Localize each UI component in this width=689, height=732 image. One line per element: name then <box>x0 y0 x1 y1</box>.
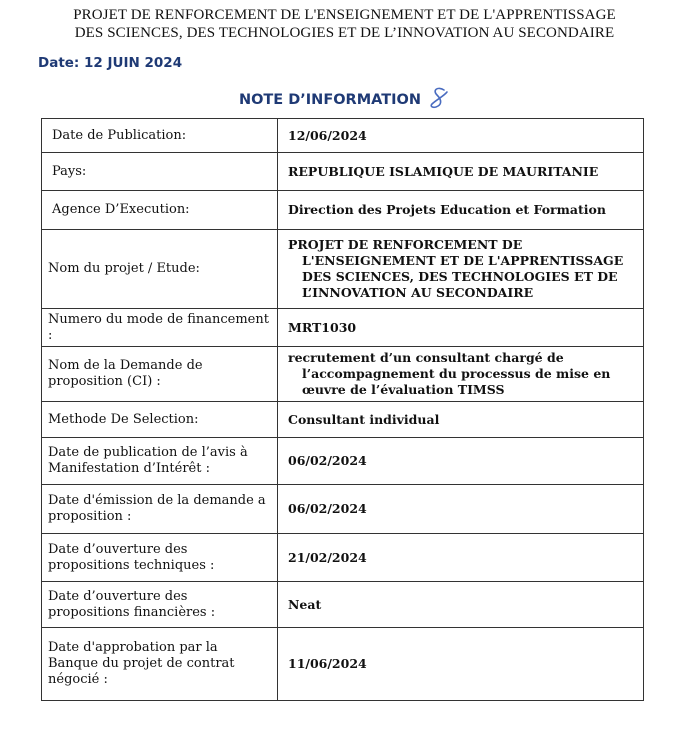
row-label-methode-selection: Methode De Selection: <box>42 402 278 438</box>
information-table <box>41 118 644 701</box>
table-row <box>42 230 644 309</box>
row-label-demande-proposition: Nom de la Demande de proposition (CI) : <box>42 347 278 402</box>
table-row <box>42 628 644 701</box>
row-label-date-approbation: Date d'approbation par la Banque du projet de contrat négocié : <box>42 628 278 701</box>
row-value-date-manifestation: 06/02/2024 <box>278 438 644 485</box>
table-row <box>42 119 644 153</box>
table-row <box>42 534 644 582</box>
row-value-agence: Direction des Projets Education et Formation <box>278 191 644 230</box>
row-value-nom-projet: PROJET DE RENFORCEMENT DE L'ENSEIGNEMENT ET DE L'APPRENTISSAGE DES SCIENCES, DES TECHNOLOGIES ET DE L’INNOVATION AU SECONDAIRE <box>278 230 644 309</box>
table-row <box>42 438 644 485</box>
table-row <box>42 153 644 191</box>
document-header <box>0 6 689 42</box>
row-value-ouverture-financieres: Neat <box>278 582 644 628</box>
row-value-date-emission: 06/02/2024 <box>278 485 644 534</box>
row-label-agence: Agence D’Execution: <box>42 191 278 230</box>
table-row <box>42 402 644 438</box>
row-label-pays: Pays: <box>42 153 278 191</box>
row-value-demande-proposition: recrutement d’un consultant chargé de l’accompagnement du processus de mise en œuvre de l’évaluation TIMSS <box>278 347 644 402</box>
table-row <box>42 582 644 628</box>
table-row <box>42 485 644 534</box>
row-value-date-publication: 12/06/2024 <box>278 119 644 153</box>
header-line-2: DES SCIENCES, DES TECHNOLOGIES ET DE L’INNOVATION AU SECONDAIRE <box>74 25 615 41</box>
row-value-mode-financement: MRT1030 <box>278 309 644 347</box>
row-label-ouverture-financieres: Date d’ouverture des propositions financières : <box>42 582 278 628</box>
row-value-date-approbation: 11/06/2024 <box>278 628 644 701</box>
table-row <box>42 309 644 347</box>
row-label-ouverture-techniques: Date d’ouverture des propositions techniques : <box>42 534 278 582</box>
row-label-mode-financement: Numero du mode de financement : <box>42 309 278 347</box>
row-value-ouverture-techniques: 21/02/2024 <box>278 534 644 582</box>
row-label-date-publication: Date de Publication: <box>42 119 278 153</box>
row-value-methode-selection: Consultant individual <box>278 402 644 438</box>
row-label-date-manifestation: Date de publication de l’avis à Manifestation d’Intérêt : <box>42 438 278 485</box>
header-line-1: PROJET DE RENFORCEMENT DE L'ENSEIGNEMENT ET DE L'APPRENTISSAGE <box>73 7 616 23</box>
table-row <box>42 191 644 230</box>
note-title <box>0 86 689 114</box>
table-row <box>42 347 644 402</box>
document-date: Date: 12 JUIN 2024 <box>38 55 183 71</box>
row-label-date-emission: Date d'émission de la demande a proposition : <box>42 485 278 534</box>
row-value-pays: REPUBLIQUE ISLAMIQUE DE MAURITANIE <box>278 153 644 191</box>
row-label-nom-projet: Nom du projet / Etude: <box>42 230 278 309</box>
note-title-text: NOTE D’INFORMATION <box>238 92 421 108</box>
handwritten-mark-icon <box>428 86 450 114</box>
